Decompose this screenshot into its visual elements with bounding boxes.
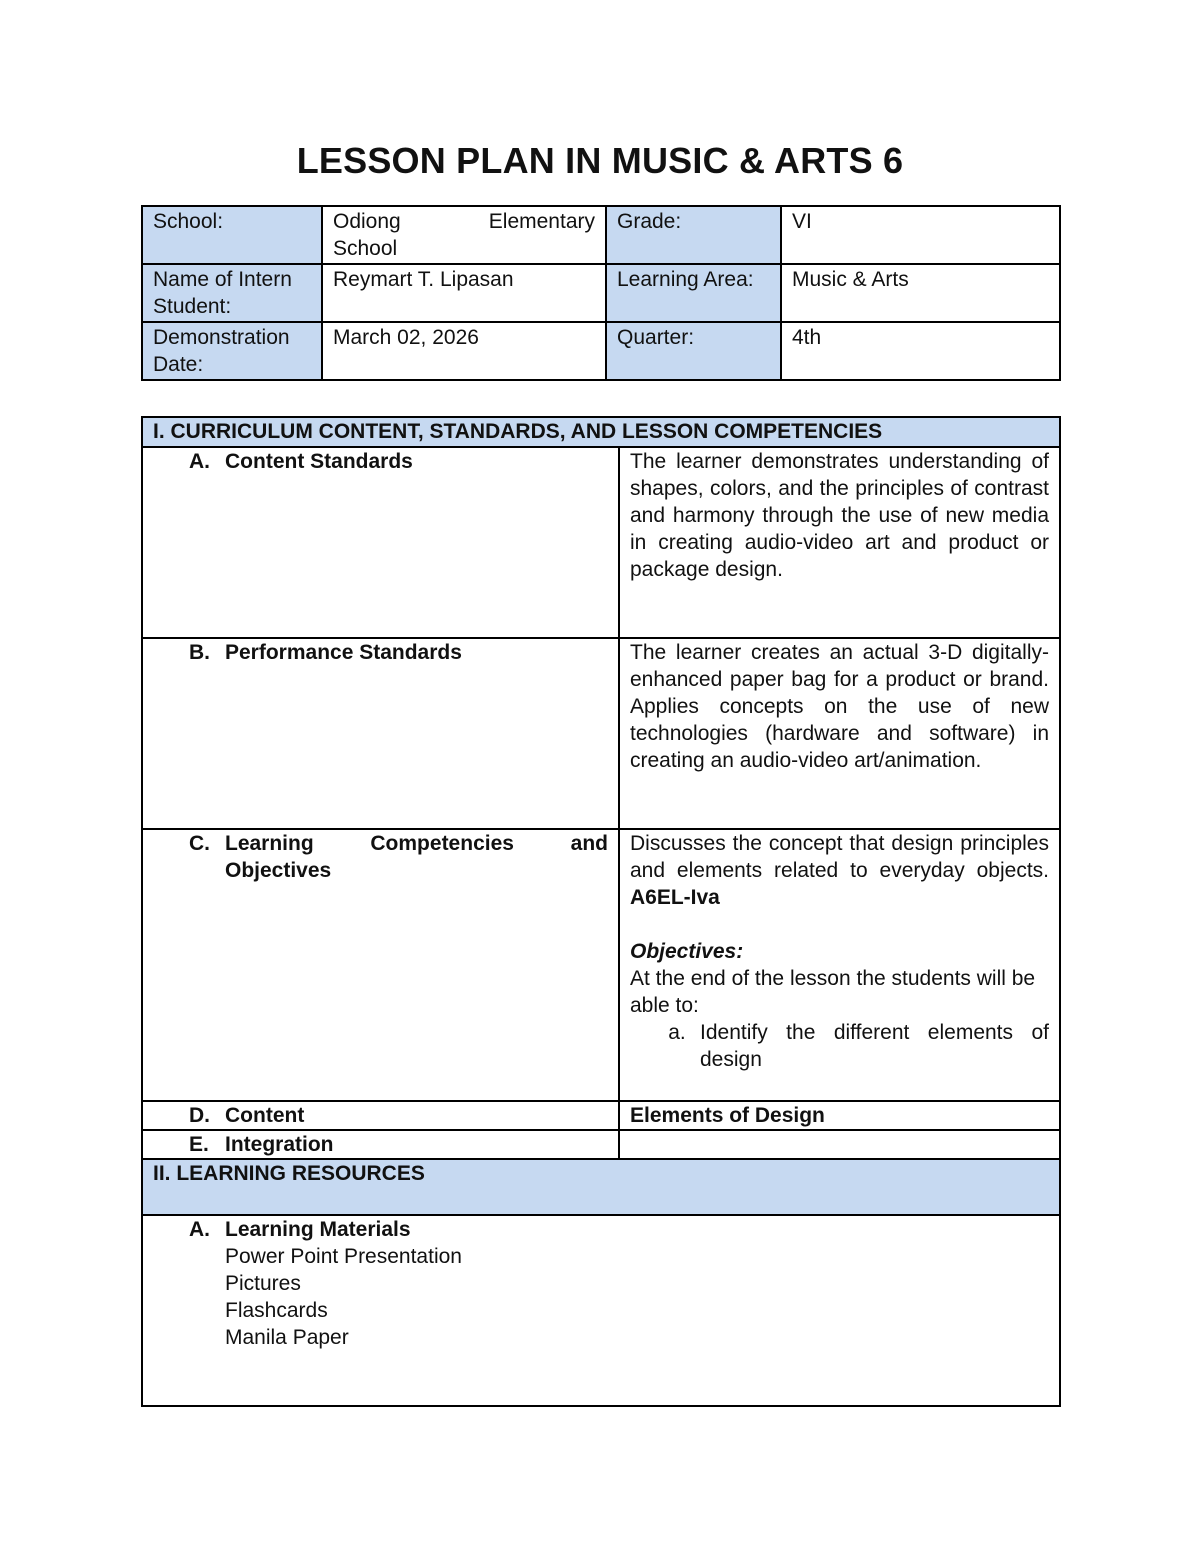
- performance-standards-label: Performance Standards: [225, 641, 462, 664]
- intern-label: Name of Intern Student:: [142, 264, 322, 322]
- section2-heading: II. LEARNING RESOURCES: [142, 1159, 1060, 1215]
- material-item: Flashcards: [225, 1299, 328, 1322]
- item-letter: C.: [189, 832, 210, 855]
- learning-materials-label: Learning Materials: [225, 1218, 411, 1241]
- grade-value: VI: [781, 206, 1060, 264]
- content-row: [142, 1101, 1060, 1130]
- school-value-line2: School: [333, 237, 398, 260]
- content-standards-row: [142, 447, 1060, 638]
- item-letter: A.: [189, 450, 210, 473]
- info-table: [141, 205, 1061, 381]
- learning-area-label: Learning Area:: [606, 264, 781, 322]
- competencies-label: Learning Competencies and Objectives: [225, 832, 608, 882]
- material-item: Manila Paper: [225, 1326, 349, 1349]
- content-standards-item: [153, 448, 608, 475]
- integration-item: [153, 1131, 608, 1158]
- intern-value: Reymart T. Lipasan: [322, 264, 606, 322]
- content-standards-text: The learner demonstrates understanding of shapes, colors, and the principles of contrast and harmony through the use of new media in creating audio-video art and product or package design.: [630, 450, 1049, 581]
- page-title: LESSON PLAN IN MUSIC & ARTS 6: [296, 140, 904, 181]
- objective-item: [630, 1019, 1049, 1073]
- quarter-value: 4th: [781, 322, 1060, 380]
- objectives-label: Objectives:: [630, 940, 744, 963]
- competency-text: [630, 830, 1049, 911]
- objective-letter: a.: [668, 1021, 686, 1044]
- material-item: Pictures: [225, 1272, 301, 1295]
- section2-header-row: [142, 1159, 1060, 1215]
- performance-standards-row: [142, 638, 1060, 829]
- learning-area-value: Music & Arts: [781, 264, 1060, 322]
- objective-text: Identify the different elements of design: [700, 1021, 1049, 1071]
- performance-standards-text: The learner creates an actual 3-D digitally-enhanced paper bag for a product or brand. Applies concepts on the use of new technologies (hardware and software) in creating an audio-video art/animation.: [630, 641, 1049, 772]
- learning-materials-row: [142, 1215, 1060, 1406]
- grade-label: Grade:: [606, 206, 781, 264]
- integration-value: [619, 1130, 1060, 1159]
- content-label: Content: [225, 1104, 305, 1127]
- info-row-school: [142, 206, 1060, 264]
- competencies-row: [142, 829, 1060, 1101]
- spacer: [630, 911, 1049, 938]
- quarter-label: Quarter:: [606, 322, 781, 380]
- item-letter: D.: [189, 1104, 210, 1127]
- competency-description: Discusses the concept that design principles and elements related to everyday objects.: [630, 832, 1049, 882]
- material-item: Power Point Presentation: [225, 1245, 462, 1268]
- section1-header-row: [142, 417, 1060, 447]
- integration-row: [142, 1130, 1060, 1159]
- item-letter: A.: [189, 1218, 210, 1241]
- info-row-intern: [142, 264, 1060, 322]
- competency-code: A6EL-Iva: [630, 886, 720, 909]
- item-letter: E.: [189, 1133, 209, 1156]
- content-value: Elements of Design: [619, 1101, 1060, 1130]
- school-value: [322, 206, 606, 264]
- performance-standards-item: [153, 639, 608, 666]
- lesson-table: [141, 416, 1061, 1407]
- school-value-line1: Odiong Elementary: [333, 210, 595, 233]
- content-item: [153, 1102, 608, 1129]
- competencies-item: [153, 830, 608, 884]
- objectives-intro: At the end of the lesson the students will be able to:: [630, 967, 1036, 1017]
- item-letter: B.: [189, 641, 210, 664]
- school-label: School:: [142, 206, 322, 264]
- date-value: March 02, 2026: [322, 322, 606, 380]
- info-row-date: [142, 322, 1060, 380]
- integration-label: Integration: [225, 1133, 334, 1156]
- learning-materials-item: [153, 1216, 1049, 1243]
- date-label: Demonstration Date:: [142, 322, 322, 380]
- section1-heading: I. CURRICULUM CONTENT, STANDARDS, AND LESSON COMPETENCIES: [142, 417, 1060, 447]
- content-standards-label: Content Standards: [225, 450, 413, 473]
